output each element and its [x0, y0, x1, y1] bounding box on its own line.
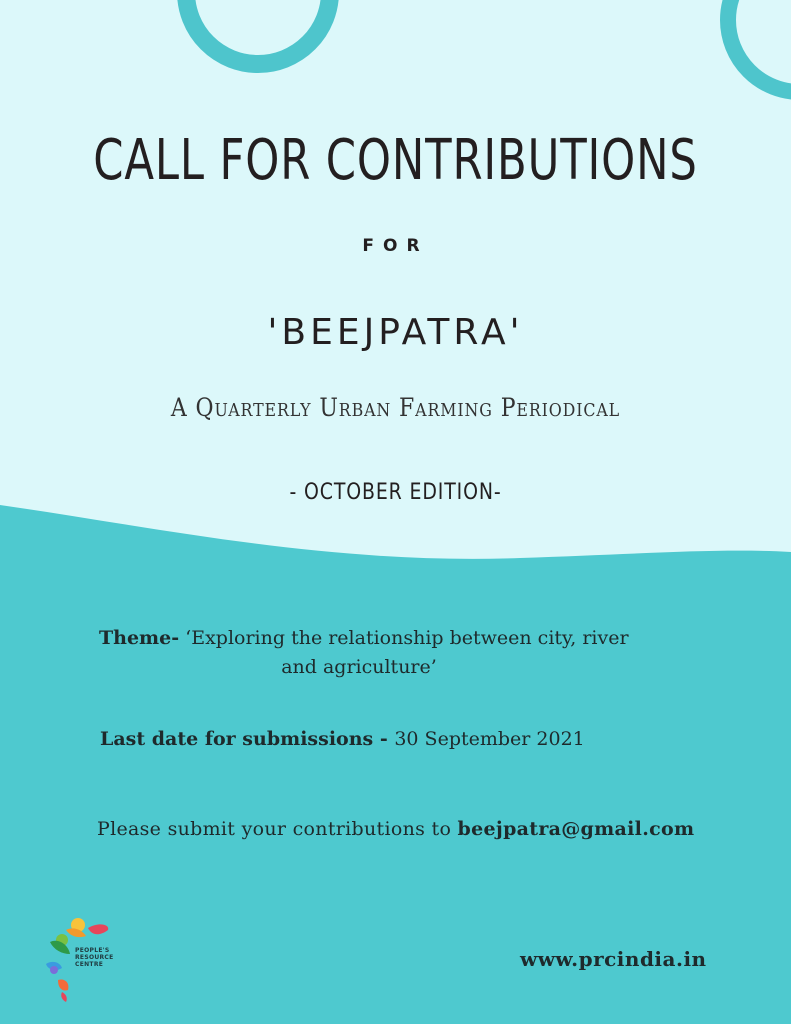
- for-label: FOR: [362, 236, 429, 256]
- ring-top-center: [186, 0, 330, 64]
- website-link[interactable]: www.prcindia.in: [520, 947, 707, 971]
- poster-title: CALL FOR CONTRIBUTIONS: [93, 128, 698, 193]
- logo-line3: CENTRE: [75, 961, 104, 968]
- deadline-block: [100, 728, 585, 750]
- theme-label: Theme-: [99, 627, 180, 649]
- edition-label: - OCTOBER EDITION-: [289, 480, 502, 505]
- logo-line2: RESOURCE: [75, 954, 114, 961]
- submit-block: [97, 818, 694, 840]
- deadline-value: 30 September 2021: [394, 728, 585, 750]
- ring-top-right: [728, 0, 791, 92]
- theme-text-line1: ‘Exploring the relationship between city, river: [179, 627, 629, 649]
- logo-line1: PEOPLE'S: [75, 947, 110, 954]
- theme-text-line2: and agriculture’: [281, 656, 437, 678]
- theme-block: [99, 624, 719, 682]
- deadline-label: Last date for submissions -: [100, 728, 395, 750]
- periodical-subtitle: A Quarterly Urban Farming Periodical: [170, 393, 621, 422]
- periodical-name: 'BEEJPATRA': [267, 312, 524, 353]
- submit-email: beejpatra@gmail.com: [457, 818, 695, 840]
- prc-logo-text: [75, 947, 114, 968]
- submit-text: Please submit your contributions to: [97, 818, 458, 840]
